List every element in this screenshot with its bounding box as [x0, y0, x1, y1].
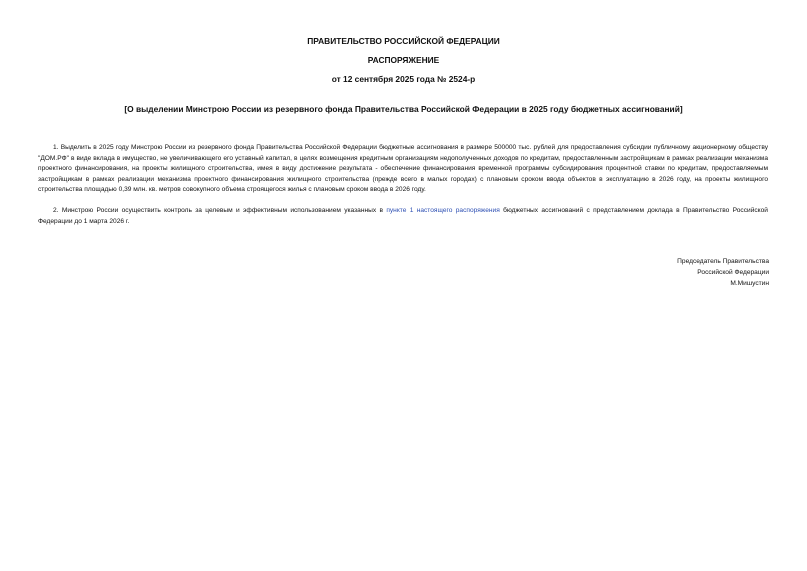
signatory-position-line-1: Председатель Правительства [677, 258, 769, 265]
signatory-name: М.Мишустин [730, 280, 769, 287]
paragraph-2 [38, 206, 768, 227]
issuing-authority: ПРАВИТЕЛЬСТВО РОССИЙСКОЙ ФЕДЕРАЦИИ [307, 36, 500, 46]
signatory-position-line-2: Российской Федерации [697, 269, 769, 276]
paragraph-1: 1. Выделить в 2025 году Минстрою России из резервного фонда Правительства Российской Федерации бюджетные ассигнования в размере 500000 тыс. рублей для предоставления субсидии публичному акционерному обществу "ДОМ.РФ" в виде вклада в имущество, не увеличивающего его уставный капитал, в целях возмещения кредитным организациям недополученных доходов по кредитам, предоставленным застройщикам в рамках реализации механизма проектного финансирования, на проекты жилищного строительства, имея в виду достижение результата - обеспечение финансирования временной программы субсидирования процентной ставки по кредитам, предоставляемым застройщикам в рамках реализации механизма проектного финансирования жилищного строительства (прежде всего в малых городах) с плановым сроком ввода объектов в эксплуатацию в 2026 году, на проекты жилищного строительства площадью 0,39 млн. кв. метров совокупного объема строящегося жилья с плановым сроком ввода в 2026 году. [38, 144, 768, 194]
paragraph-1-reference-link[interactable]: пункте 1 настоящего распоряжения [386, 207, 500, 214]
paragraph-2-text-end: бюджетных ассигнований с представлением доклада в Правительство Российской Федерации до 1 марта 2026 г. [38, 207, 768, 225]
document-type: РАСПОРЯЖЕНИЕ [367, 55, 440, 65]
paragraph-2-text-start: 2. Минстрою России осуществить контроль за целевым и эффективным использованием указанных в [53, 207, 387, 214]
document-date-number: от 12 сентября 2025 года № 2524-р [331, 74, 476, 84]
document-title: [О выделении Минстрою России из резервного фонда Правительства Российской Федерации в 2025 году бюджетных ассигнований] [124, 104, 683, 114]
